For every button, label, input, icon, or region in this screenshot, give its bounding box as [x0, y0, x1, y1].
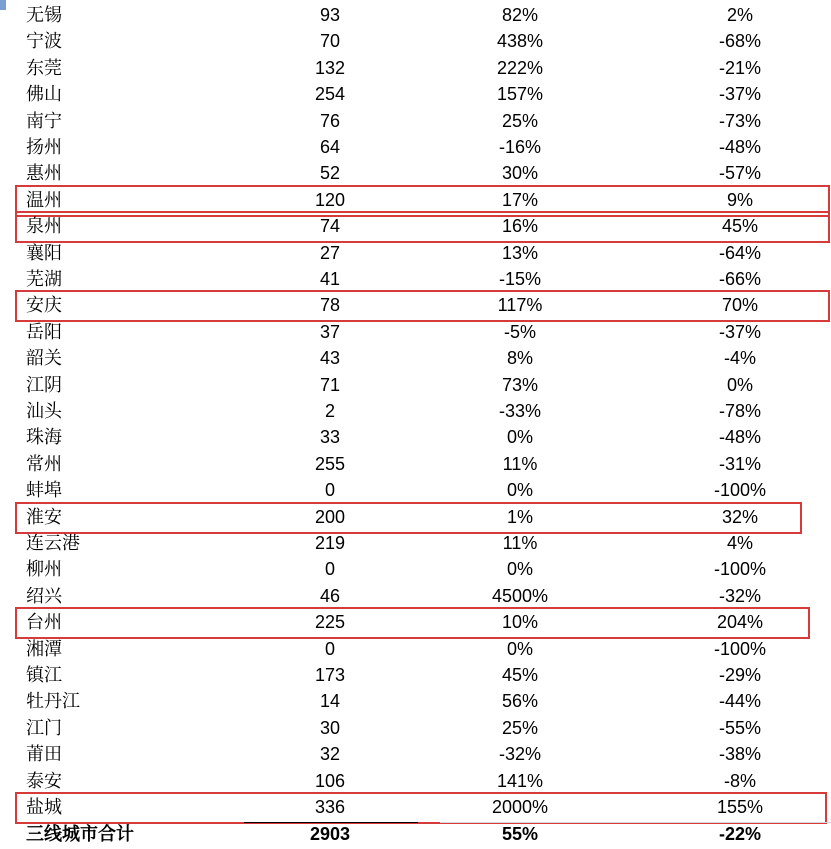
pct1-cell: 8% [506, 348, 533, 369]
pct1-cell: 11% [502, 533, 538, 553]
value-cell: 2 [324, 401, 335, 421]
table-row [0, 583, 831, 610]
city-cell: 安庆 [26, 295, 62, 316]
pct2-cell: -57% [718, 163, 762, 184]
pct1-cell: 2000% [491, 797, 549, 817]
value-cell: 41 [319, 269, 341, 289]
table-row [0, 28, 831, 55]
pct2-cell: -21% [718, 57, 762, 78]
value-cell: 71 [319, 374, 341, 395]
city-cell: 南宁 [26, 110, 62, 131]
pct2-cell: 4% [726, 533, 753, 553]
pct2-cell: -31% [718, 453, 762, 474]
value-cell: 254 [314, 84, 346, 105]
table-row [0, 81, 831, 108]
pct2-cell: -100% [713, 559, 767, 580]
pct2-cell: 45% [721, 216, 759, 237]
table-row [0, 715, 831, 742]
pct2-cell: -32% [718, 585, 762, 606]
pct2-cell: -8% [723, 770, 756, 791]
pct2-cell: 204% [716, 612, 764, 633]
pct2-cell: -66% [718, 269, 762, 289]
value-cell: 132 [314, 57, 346, 78]
pct1-cell: 0% [506, 638, 533, 659]
table-row [0, 134, 831, 161]
city-cell: 惠州 [26, 163, 62, 184]
value-cell: 76 [319, 110, 341, 131]
highlight-box [15, 792, 827, 824]
pct2-cell: -29% [718, 665, 762, 685]
city-cell: 江阴 [26, 374, 62, 395]
value-cell: 32 [319, 744, 341, 765]
city-cell: 台州 [26, 612, 62, 633]
pct2-cell: 9% [726, 189, 753, 210]
pct1-cell: 11% [502, 453, 538, 474]
table-row [0, 530, 831, 557]
pct1-cell: 0% [506, 480, 533, 501]
table-row [0, 240, 831, 267]
city-cell: 珠海 [26, 427, 62, 448]
city-cell: 佛山 [26, 84, 62, 105]
pct2-cell: -68% [718, 31, 762, 52]
pct2-cell: -73% [718, 110, 762, 131]
pct1-cell: 4500% [491, 585, 549, 606]
value-cell: 74 [319, 216, 341, 237]
pct1-cell: 222% [496, 57, 544, 78]
city-cell: 蚌埠 [26, 480, 62, 501]
pct1-cell: 117% [497, 295, 543, 316]
pct1-cell: 1% [506, 506, 533, 527]
highlight-box [15, 502, 802, 534]
highlight-box [15, 290, 830, 322]
table-row [0, 741, 831, 768]
value-cell: 120 [314, 189, 346, 210]
pct2-cell: -44% [718, 691, 762, 712]
value-cell: 33 [319, 427, 341, 448]
city-cell: 盐城 [26, 797, 62, 817]
value-cell: 106 [314, 770, 346, 791]
pct1-cell: -15% [498, 269, 542, 289]
pct2-cell: -100% [713, 638, 767, 659]
city-cell: 泰安 [26, 770, 62, 791]
pct2-cell: -38% [718, 744, 762, 765]
value-cell: 43 [319, 348, 341, 369]
value-cell: 219 [314, 533, 346, 553]
city-cell: 泉州 [26, 216, 62, 237]
total-pct2: -22% [718, 824, 762, 845]
value-cell: 93 [319, 5, 341, 25]
pct2-cell: 0% [726, 374, 753, 395]
value-cell: 225 [314, 612, 346, 633]
pct2-cell: 70% [721, 295, 759, 316]
pct1-cell: 45% [501, 665, 539, 685]
table-row [0, 345, 831, 372]
city-cell: 牡丹江 [26, 691, 80, 712]
value-cell: 46 [319, 585, 341, 606]
pct2-cell: -4% [723, 348, 756, 369]
table-row [0, 55, 831, 82]
pct2-cell: 2% [726, 5, 753, 25]
value-cell: 255 [314, 453, 346, 474]
pct1-cell: 82% [501, 5, 539, 25]
pct2-cell: -37% [718, 84, 762, 105]
table-row [0, 266, 831, 293]
city-cell: 绍兴 [26, 585, 62, 606]
total-value: 2903 [309, 824, 351, 845]
value-cell: 173 [314, 665, 346, 685]
city-cell: 汕头 [26, 401, 62, 421]
city-cell: 江门 [26, 717, 62, 738]
pct1-cell: -5% [503, 321, 536, 342]
total-label: 三线城市合计 [26, 824, 134, 845]
pct1-cell: 157% [496, 84, 544, 105]
pct1-cell: 10% [501, 612, 539, 633]
table-row [0, 372, 831, 399]
table-row [0, 768, 831, 795]
city-cell: 东莞 [26, 57, 62, 78]
value-cell: 0 [324, 480, 335, 501]
table-row [0, 451, 831, 478]
city-cell: 芜湖 [26, 269, 62, 289]
city-cell: 韶关 [26, 348, 62, 369]
table-row [0, 319, 831, 346]
pct1-cell: 13% [501, 242, 539, 263]
value-cell: 37 [319, 321, 341, 342]
pct1-cell: 56% [501, 691, 539, 712]
pct2-cell: -100% [713, 480, 767, 501]
pct2-cell: -78% [718, 401, 762, 421]
table-row [0, 398, 831, 425]
table-row [0, 662, 831, 689]
value-cell: 27 [319, 242, 341, 263]
pct1-cell: 25% [501, 717, 539, 738]
pct2-cell: 32% [721, 506, 759, 527]
city-cell: 湘潭 [26, 638, 62, 659]
pct1-cell: 141% [496, 770, 544, 791]
city-cell: 温州 [26, 189, 62, 210]
total-pct1: 55% [501, 824, 539, 845]
pct2-cell: -48% [718, 137, 762, 157]
city-cell: 柳州 [26, 559, 62, 580]
pct1-cell: -33% [498, 401, 542, 421]
table-row [0, 636, 831, 663]
value-cell: 336 [314, 797, 346, 817]
city-cell: 无锡 [26, 5, 62, 25]
table-row [0, 160, 831, 187]
city-cell: 常州 [26, 453, 62, 474]
pct1-cell: 0% [506, 559, 533, 580]
city-cell: 宁波 [26, 31, 62, 52]
pct1-cell: 17% [501, 189, 539, 210]
pct1-cell: 25% [501, 110, 539, 131]
pct2-cell: -48% [718, 427, 762, 448]
value-cell: 200 [314, 506, 346, 527]
value-cell: 64 [319, 137, 341, 157]
city-cell: 镇江 [26, 665, 62, 685]
pct1-cell: 438% [496, 31, 544, 52]
pct2-cell: -64% [718, 242, 762, 263]
table-row [0, 477, 831, 504]
pct2-cell: -37% [718, 321, 762, 342]
value-cell: 0 [324, 638, 335, 659]
pct2-cell: -55% [718, 717, 762, 738]
table-row [0, 108, 831, 135]
value-cell: 70 [319, 31, 341, 52]
table-row [0, 424, 831, 451]
city-cell: 连云港 [26, 533, 80, 553]
highlight-box [15, 607, 810, 639]
pct2-cell: 155% [716, 797, 764, 817]
table-row [0, 688, 831, 715]
pct1-cell: -16% [498, 137, 542, 157]
city-cell: 扬州 [26, 137, 62, 157]
pct1-cell: 30% [501, 163, 539, 184]
pct1-cell: 73% [501, 374, 539, 395]
table-row [0, 556, 831, 583]
table-row [0, 2, 831, 29]
value-cell: 78 [319, 295, 341, 316]
pct1-cell: 0% [506, 427, 533, 448]
pct1-cell: -32% [498, 744, 542, 765]
city-cell: 岳阳 [26, 321, 62, 342]
city-cell: 淮安 [26, 506, 62, 527]
value-cell: 30 [319, 717, 341, 738]
value-cell: 52 [319, 163, 341, 184]
highlight-box [15, 211, 830, 243]
city-cell: 莆田 [26, 744, 62, 765]
total-row [0, 821, 831, 848]
pct1-cell: 16% [501, 216, 539, 237]
value-cell: 14 [319, 691, 341, 712]
value-cell: 0 [324, 559, 335, 580]
city-cell: 襄阳 [26, 242, 62, 263]
